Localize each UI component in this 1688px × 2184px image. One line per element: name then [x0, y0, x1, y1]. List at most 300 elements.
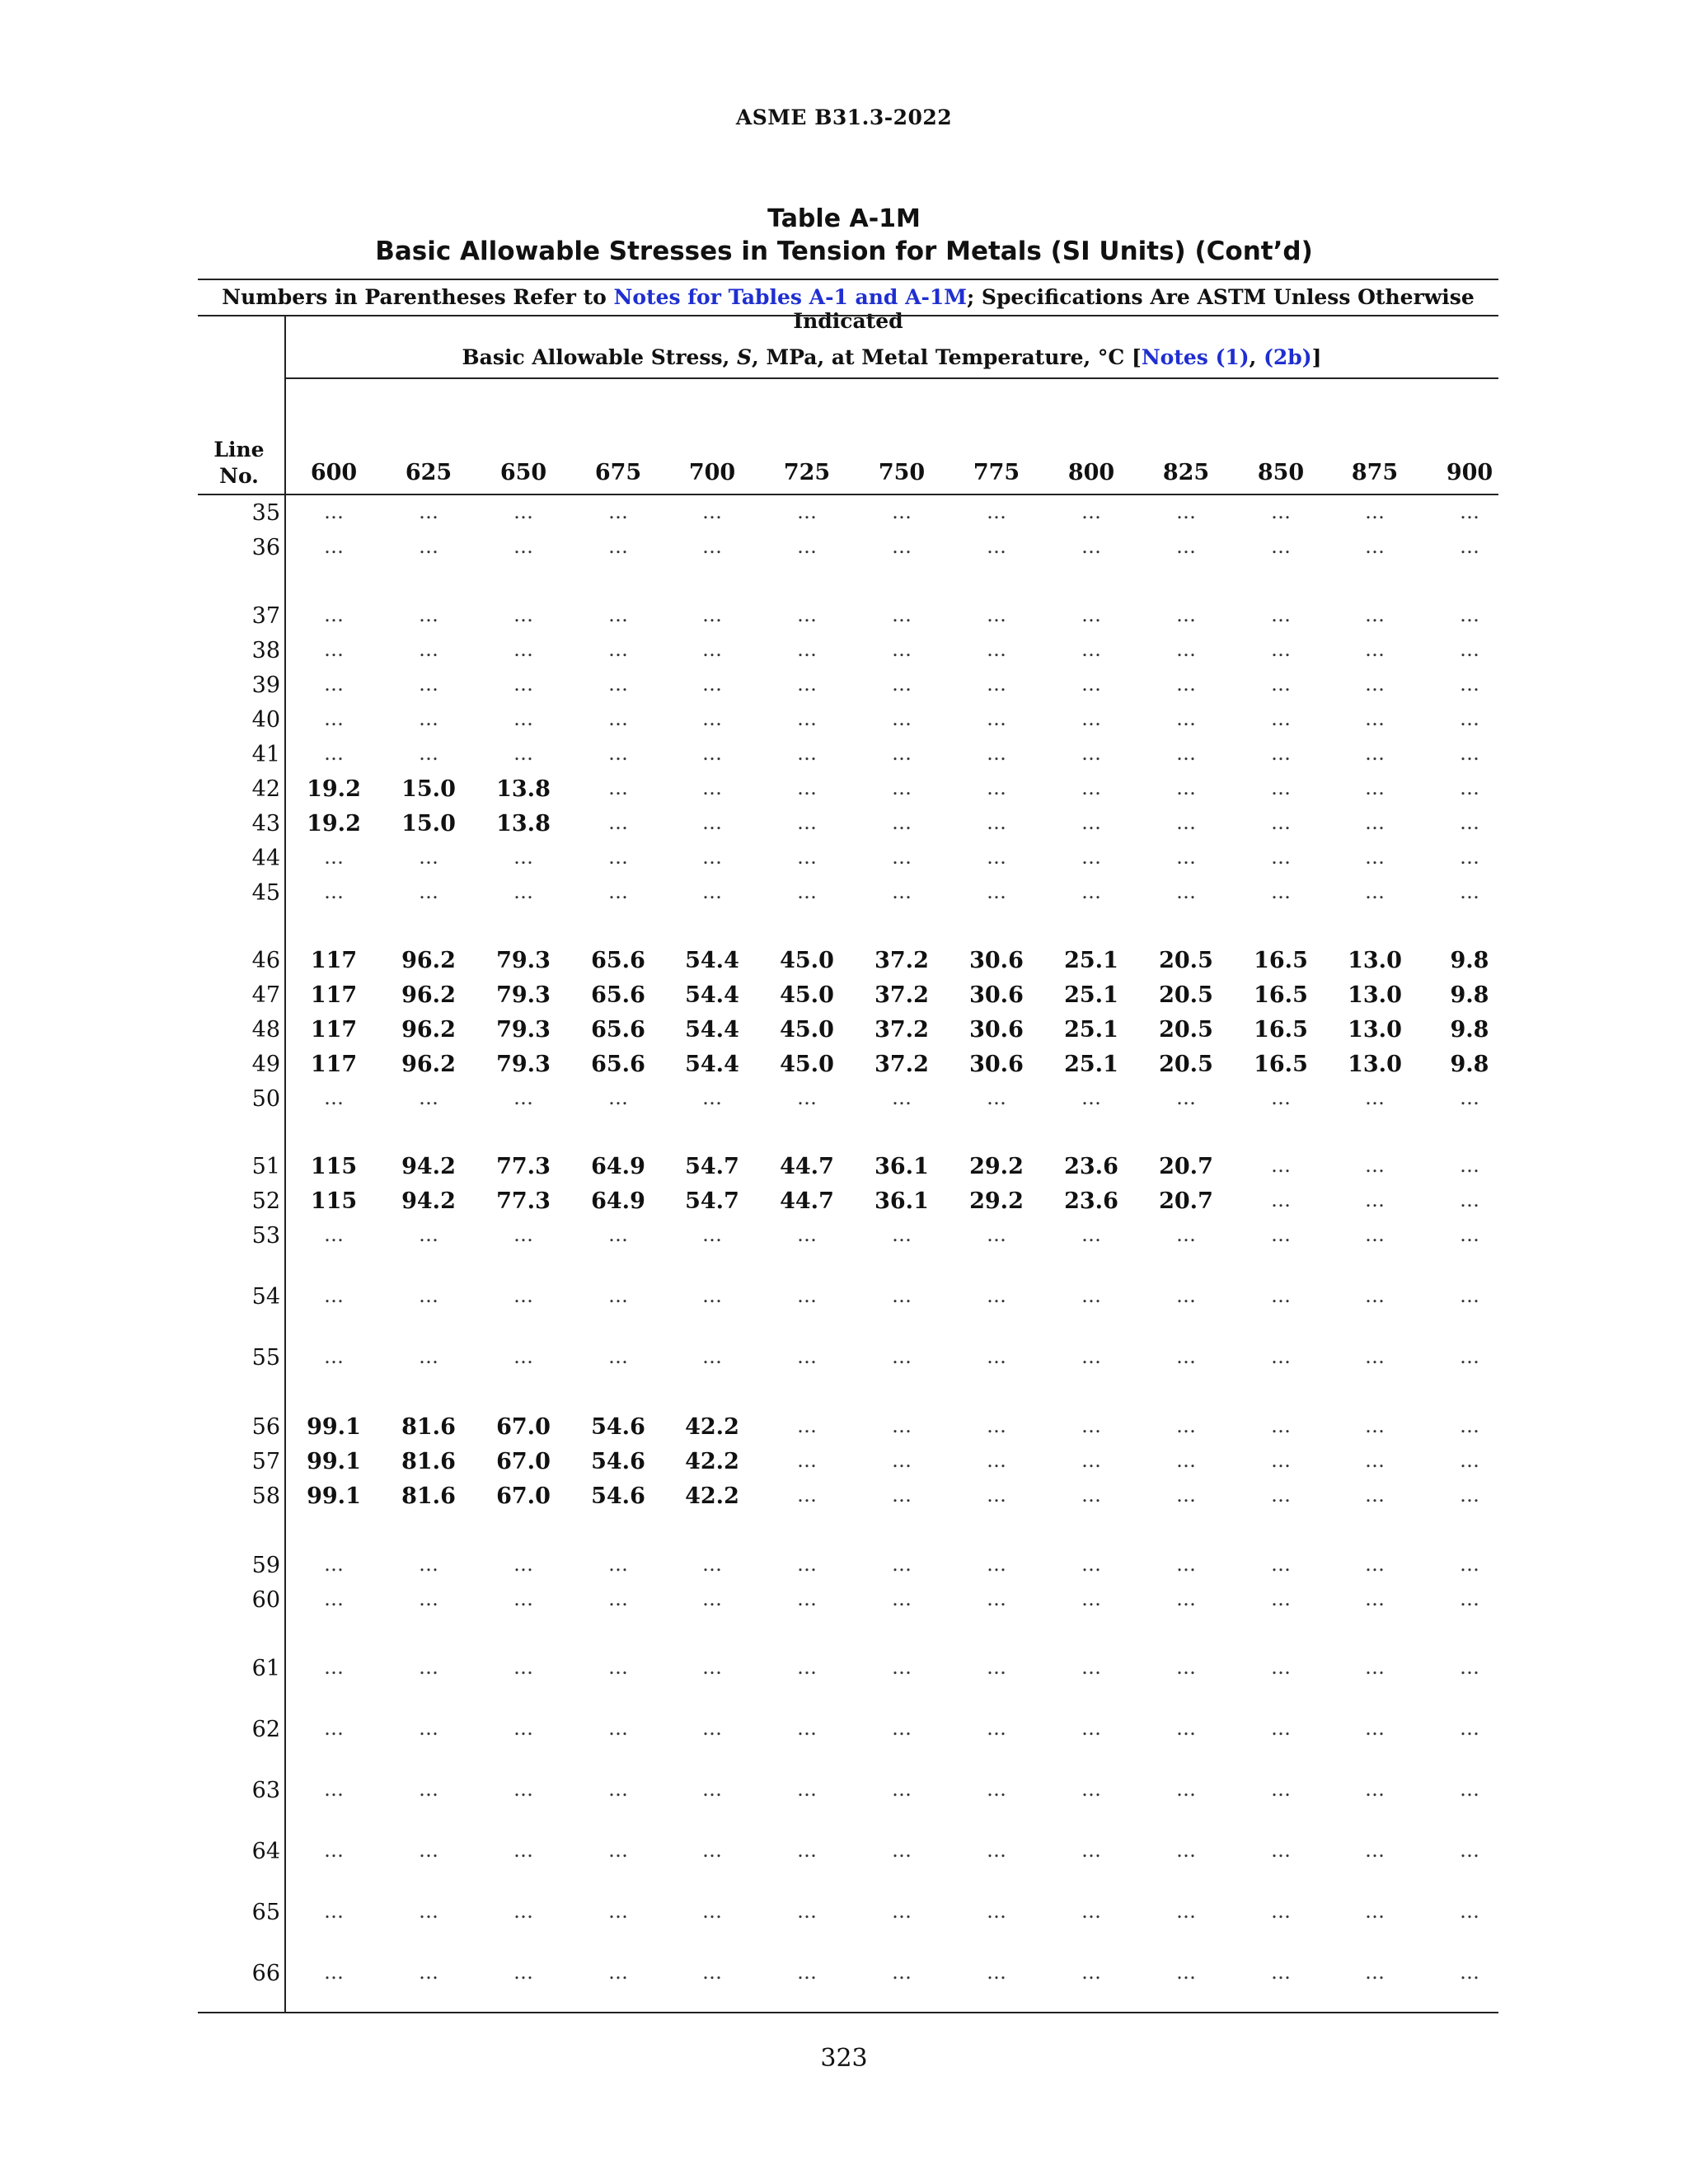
- table-cell: …: [1271, 742, 1291, 765]
- table-cell: …: [1176, 707, 1196, 730]
- table-cell: …: [324, 500, 344, 523]
- table-cell: …: [797, 1449, 817, 1472]
- table-subtitle: Basic Allowable Stresses in Tension for Metals (SI Units) (Cont’d): [375, 237, 1313, 266]
- table-cell: …: [797, 1345, 817, 1368]
- table-cell: …: [1271, 1553, 1291, 1576]
- line-number: 47: [251, 982, 280, 1008]
- table-cell: …: [892, 1839, 912, 1862]
- table-cell: 23.6: [1064, 1154, 1118, 1179]
- line-number: 42: [251, 776, 280, 802]
- table-cell: …: [1176, 811, 1196, 834]
- table-cell: …: [513, 1717, 533, 1740]
- table-cell: …: [1081, 1483, 1101, 1507]
- table-row: [0, 1900, 1688, 1933]
- table-cell: …: [797, 1223, 817, 1246]
- table-cell: 54.6: [591, 1483, 645, 1509]
- table-cell: …: [1271, 638, 1291, 661]
- table-cell: …: [1176, 1483, 1196, 1507]
- table-cell: …: [987, 811, 1006, 834]
- table-cell: …: [892, 1223, 912, 1246]
- table-cell: …: [702, 1223, 722, 1246]
- table-row: [0, 1961, 1688, 1994]
- table-cell: …: [987, 1587, 1006, 1610]
- table-cell: …: [892, 1449, 912, 1472]
- table-cell: …: [1365, 1961, 1385, 1984]
- table-cell: …: [419, 1223, 438, 1246]
- table-row: [0, 880, 1688, 913]
- table-cell: …: [892, 742, 912, 765]
- table-cell: …: [608, 1778, 628, 1801]
- table-cell: …: [608, 1900, 628, 1923]
- table-cell: …: [608, 1961, 628, 1984]
- table-cell: …: [1081, 1656, 1101, 1679]
- table-cell: …: [1271, 1778, 1291, 1801]
- table-cell: …: [797, 846, 817, 869]
- line-number: 52: [251, 1188, 280, 1214]
- table-cell: …: [513, 880, 533, 903]
- table-cell: 44.7: [780, 1188, 834, 1214]
- column-header: 750: [878, 460, 926, 485]
- table-cell: …: [1365, 1223, 1385, 1246]
- table-cell: …: [419, 638, 438, 661]
- table-cell: 64.9: [591, 1188, 645, 1214]
- notes-rule: [198, 315, 1498, 316]
- table-cell: …: [1271, 1086, 1291, 1109]
- line-number: 53: [251, 1223, 280, 1249]
- notes-bar: [198, 285, 1498, 333]
- table-cell: …: [608, 846, 628, 869]
- table-cell: …: [513, 1778, 533, 1801]
- table-cell: 67.0: [496, 1449, 551, 1474]
- table-cell: …: [892, 1414, 912, 1437]
- table-cell: …: [797, 776, 817, 799]
- table-cell: …: [987, 1778, 1006, 1801]
- table-cell: 54.4: [685, 1017, 739, 1043]
- table-row: [0, 1017, 1688, 1050]
- stress-header-sep: ,: [1249, 345, 1264, 369]
- table-cell: …: [1460, 1284, 1479, 1307]
- table-cell: …: [1176, 603, 1196, 626]
- table-cell: …: [987, 1449, 1006, 1472]
- table-cell: 77.3: [496, 1188, 551, 1214]
- table-cell: …: [1460, 1778, 1479, 1801]
- table-cell: 30.6: [969, 948, 1024, 973]
- table-cell: …: [1460, 603, 1479, 626]
- table-cell: …: [513, 1086, 533, 1109]
- table-cell: 20.5: [1159, 1017, 1213, 1043]
- table-cell: …: [513, 603, 533, 626]
- table-cell: 36.1: [874, 1188, 929, 1214]
- table-cell: …: [1081, 638, 1101, 661]
- table-cell: …: [1271, 707, 1291, 730]
- table-cell: …: [608, 880, 628, 903]
- line-number: 57: [251, 1449, 280, 1474]
- table-cell: …: [797, 535, 817, 558]
- table-cell: …: [1365, 776, 1385, 799]
- table-cell: …: [419, 1587, 438, 1610]
- table-row: [0, 1086, 1688, 1119]
- table-cell: …: [797, 673, 817, 696]
- line-number: 65: [251, 1900, 280, 1925]
- table-cell: …: [513, 1656, 533, 1679]
- table-cell: …: [892, 1483, 912, 1507]
- table-cell: …: [1081, 1553, 1101, 1576]
- table-cell: …: [1365, 1284, 1385, 1307]
- table-cell: …: [1271, 1961, 1291, 1984]
- table-cell: …: [324, 1223, 344, 1246]
- line-number: 40: [251, 707, 280, 733]
- table-cell: …: [1271, 1483, 1291, 1507]
- table-cell: …: [419, 500, 438, 523]
- table-cell: …: [419, 1717, 438, 1740]
- table-cell: …: [513, 742, 533, 765]
- table-cell: …: [702, 1587, 722, 1610]
- table-cell: …: [702, 1778, 722, 1801]
- column-header: 775: [973, 460, 1020, 485]
- line-header-no: No.: [219, 464, 259, 488]
- table-cell: …: [797, 1284, 817, 1307]
- table-cell: …: [1176, 1900, 1196, 1923]
- table-cell: …: [1176, 1284, 1196, 1307]
- table-cell: 64.9: [591, 1154, 645, 1179]
- table-cell: 117: [310, 982, 358, 1008]
- table-cell: …: [892, 1961, 912, 1984]
- table-cell: …: [419, 707, 438, 730]
- table-cell: …: [892, 1778, 912, 1801]
- line-number: 36: [251, 535, 280, 560]
- table-cell: …: [513, 673, 533, 696]
- table-cell: 96.2: [401, 1052, 456, 1077]
- table-cell: …: [1460, 742, 1479, 765]
- table-cell: …: [324, 1284, 344, 1307]
- top-rule: [198, 279, 1498, 280]
- table-cell: …: [987, 1717, 1006, 1740]
- table-cell: 45.0: [780, 982, 834, 1008]
- stress-header-middle: , MPa, at Metal Temperature, °C [: [752, 345, 1142, 369]
- line-number: 44: [251, 846, 280, 871]
- table-cell: …: [513, 638, 533, 661]
- table-cell: 16.5: [1254, 1052, 1308, 1077]
- table-cell: …: [1081, 1839, 1101, 1862]
- table-cell: …: [1271, 1154, 1291, 1177]
- table-cell: …: [1081, 880, 1101, 903]
- table-cell: …: [324, 1553, 344, 1576]
- table-cell: …: [1460, 1086, 1479, 1109]
- table-cell: …: [1081, 1900, 1101, 1923]
- table-cell: 16.5: [1254, 1017, 1308, 1043]
- table-cell: 37.2: [874, 1052, 929, 1077]
- table-cell: 20.5: [1159, 948, 1213, 973]
- table-cell: …: [797, 1553, 817, 1576]
- table-cell: 67.0: [496, 1483, 551, 1509]
- table-cell: …: [608, 1656, 628, 1679]
- table-cell: …: [324, 673, 344, 696]
- table-cell: …: [324, 535, 344, 558]
- line-number: 64: [251, 1839, 280, 1864]
- table-cell: …: [1081, 1961, 1101, 1984]
- table-cell: …: [608, 811, 628, 834]
- table-cell: …: [1176, 776, 1196, 799]
- table-cell: …: [1081, 707, 1101, 730]
- table-cell: …: [987, 1961, 1006, 1984]
- table-cell: 54.6: [591, 1449, 645, 1474]
- table-cell: …: [608, 1587, 628, 1610]
- line-number: 38: [251, 638, 280, 663]
- table-cell: 117: [310, 1017, 358, 1043]
- table-cell: 37.2: [874, 1017, 929, 1043]
- table-cell: …: [513, 1553, 533, 1576]
- table-row: [0, 948, 1688, 981]
- stress-header-close: ]: [1311, 345, 1322, 369]
- table-cell: …: [1081, 673, 1101, 696]
- table-cell: …: [1176, 673, 1196, 696]
- table-cell: …: [1271, 1587, 1291, 1610]
- table-cell: …: [1176, 1839, 1196, 1862]
- table-cell: …: [513, 1839, 533, 1862]
- table-cell: 67.0: [496, 1414, 551, 1440]
- table-cell: …: [419, 603, 438, 626]
- table-cell: 29.2: [969, 1154, 1024, 1179]
- table-row: [0, 742, 1688, 775]
- table-cell: …: [702, 500, 722, 523]
- table-cell: …: [702, 603, 722, 626]
- table-cell: …: [1365, 1778, 1385, 1801]
- line-number: 59: [251, 1553, 280, 1578]
- table-cell: …: [419, 1086, 438, 1109]
- table-cell: …: [1081, 1345, 1101, 1368]
- table-cell: …: [987, 1553, 1006, 1576]
- table-cell: …: [1460, 1900, 1479, 1923]
- table-cell: …: [702, 1284, 722, 1307]
- table-cell: 9.8: [1450, 982, 1489, 1008]
- table-cell: …: [797, 1587, 817, 1610]
- table-cell: …: [892, 1284, 912, 1307]
- table-cell: …: [324, 1778, 344, 1801]
- table-cell: …: [1081, 603, 1101, 626]
- table-cell: 79.3: [496, 1017, 551, 1043]
- table-cell: …: [1176, 1414, 1196, 1437]
- table-cell: 54.7: [685, 1188, 739, 1214]
- table-cell: 79.3: [496, 1052, 551, 1077]
- table-cell: 94.2: [401, 1188, 456, 1214]
- table-cell: …: [1460, 1839, 1479, 1862]
- table-cell: 115: [310, 1154, 358, 1179]
- table-cell: …: [702, 638, 722, 661]
- table-cell: …: [1176, 1345, 1196, 1368]
- table-cell: …: [702, 673, 722, 696]
- table-cell: …: [608, 535, 628, 558]
- page-number: 323: [820, 2044, 868, 2073]
- table-cell: …: [702, 1086, 722, 1109]
- table-cell: 36.1: [874, 1154, 929, 1179]
- table-row: [0, 1345, 1688, 1378]
- column-header: 650: [499, 460, 547, 485]
- table-cell: …: [702, 776, 722, 799]
- stress-header-prefix: Basic Allowable Stress,: [462, 345, 737, 369]
- line-number: 35: [251, 500, 280, 526]
- table-cell: …: [987, 776, 1006, 799]
- table-cell: …: [1081, 535, 1101, 558]
- table-cell: …: [1081, 1778, 1101, 1801]
- table-cell: …: [702, 1839, 722, 1862]
- table-cell: …: [797, 603, 817, 626]
- table-cell: 42.2: [685, 1414, 739, 1440]
- table-cell: 9.8: [1450, 948, 1489, 973]
- table-row: [0, 1483, 1688, 1516]
- table-cell: 115: [310, 1188, 358, 1214]
- table-cell: 23.6: [1064, 1188, 1118, 1214]
- line-number: 61: [251, 1656, 280, 1681]
- table-row: [0, 1188, 1688, 1221]
- table-row: [0, 1414, 1688, 1447]
- line-number: 43: [251, 811, 280, 837]
- table-cell: …: [987, 1483, 1006, 1507]
- table-cell: …: [702, 880, 722, 903]
- table-cell: …: [608, 742, 628, 765]
- line-number: 50: [251, 1086, 280, 1112]
- table-cell: …: [1081, 1717, 1101, 1740]
- table-cell: …: [892, 638, 912, 661]
- table-cell: …: [892, 776, 912, 799]
- table-cell: …: [1365, 811, 1385, 834]
- table-cell: …: [1176, 638, 1196, 661]
- table-cell: …: [1365, 1553, 1385, 1576]
- line-number: 45: [251, 880, 280, 906]
- note-2b-link[interactable]: (2b): [1264, 345, 1312, 369]
- table-cell: …: [1460, 1717, 1479, 1740]
- table-cell: …: [797, 1717, 817, 1740]
- table-cell: 30.6: [969, 1052, 1024, 1077]
- table-cell: …: [1365, 1154, 1385, 1177]
- table-title: Table A-1M: [767, 204, 921, 233]
- line-number: 62: [251, 1717, 280, 1742]
- table-cell: 15.0: [401, 811, 456, 837]
- notes-bar-suffix: ; Specifications Are ASTM Unless Otherwise Indicated: [793, 285, 1475, 333]
- table-cell: 54.4: [685, 1052, 739, 1077]
- table-cell: …: [987, 846, 1006, 869]
- table-cell: 20.5: [1159, 1052, 1213, 1077]
- table-cell: …: [797, 707, 817, 730]
- table-cell: …: [1365, 1086, 1385, 1109]
- table-cell: …: [324, 880, 344, 903]
- table-cell: 54.6: [591, 1414, 645, 1440]
- table-cell: 65.6: [591, 1017, 645, 1043]
- table-cell: …: [1271, 1656, 1291, 1679]
- table-cell: …: [1460, 707, 1479, 730]
- table-cell: …: [1365, 846, 1385, 869]
- table-cell: …: [1365, 535, 1385, 558]
- table-cell: …: [1365, 638, 1385, 661]
- table-cell: …: [1460, 1483, 1479, 1507]
- table-row: [0, 811, 1688, 844]
- line-number: 46: [251, 948, 280, 973]
- table-cell: …: [1365, 673, 1385, 696]
- table-row: [0, 707, 1688, 740]
- table-cell: …: [987, 1414, 1006, 1437]
- table-cell: …: [797, 1778, 817, 1801]
- table-cell: …: [1176, 1778, 1196, 1801]
- table-cell: …: [1081, 776, 1101, 799]
- table-cell: …: [987, 1223, 1006, 1246]
- table-cell: …: [892, 535, 912, 558]
- table-cell: …: [1271, 880, 1291, 903]
- table-cell: …: [892, 1553, 912, 1576]
- table-cell: …: [513, 707, 533, 730]
- table-cell: …: [608, 673, 628, 696]
- table-cell: …: [797, 811, 817, 834]
- table-cell: …: [892, 707, 912, 730]
- table-row: [0, 776, 1688, 809]
- table-cell: …: [1081, 811, 1101, 834]
- table-cell: …: [892, 1345, 912, 1368]
- column-header: 725: [783, 460, 831, 485]
- table-cell: …: [1365, 1345, 1385, 1368]
- running-head: ASME B31.3-2022: [735, 105, 953, 129]
- table-cell: …: [987, 603, 1006, 626]
- table-cell: …: [1176, 846, 1196, 869]
- line-number: 66: [251, 1961, 280, 1986]
- line-number: 48: [251, 1017, 280, 1043]
- table-cell: …: [419, 535, 438, 558]
- table-cell: …: [1081, 1284, 1101, 1307]
- table-cell: …: [1081, 1449, 1101, 1472]
- table-cell: …: [1365, 1839, 1385, 1862]
- table-cell: …: [608, 1284, 628, 1307]
- table-cell: …: [608, 1553, 628, 1576]
- table-cell: 45.0: [780, 1052, 834, 1077]
- table-row: [0, 846, 1688, 879]
- table-cell: …: [702, 1656, 722, 1679]
- table-row: [0, 1839, 1688, 1872]
- table-cell: …: [1176, 1717, 1196, 1740]
- table-cell: 19.2: [307, 776, 361, 802]
- table-cell: …: [513, 535, 533, 558]
- table-cell: …: [1271, 1345, 1291, 1368]
- table-cell: …: [1460, 1656, 1479, 1679]
- table-cell: …: [1271, 776, 1291, 799]
- table-cell: …: [419, 1345, 438, 1368]
- table-cell: …: [797, 742, 817, 765]
- column-header: 625: [405, 460, 452, 485]
- table-cell: …: [513, 1345, 533, 1368]
- table-cell: …: [797, 1086, 817, 1109]
- table-cell: 9.8: [1450, 1052, 1489, 1077]
- table-cell: 65.6: [591, 1052, 645, 1077]
- table-cell: …: [1460, 1553, 1479, 1576]
- table-cell: 45.0: [780, 1017, 834, 1043]
- table-cell: …: [797, 1483, 817, 1507]
- table-row: [0, 1052, 1688, 1085]
- table-cell: …: [1081, 1223, 1101, 1246]
- table-cell: …: [513, 1961, 533, 1984]
- table-cell: 15.0: [401, 776, 456, 802]
- table-row: [0, 1656, 1688, 1689]
- table-cell: …: [513, 1587, 533, 1610]
- table-cell: 96.2: [401, 948, 456, 973]
- table-cell: …: [608, 603, 628, 626]
- table-cell: …: [797, 880, 817, 903]
- table-cell: …: [1460, 1223, 1479, 1246]
- table-cell: 37.2: [874, 982, 929, 1008]
- table-cell: 20.5: [1159, 982, 1213, 1008]
- table-cell: …: [892, 603, 912, 626]
- table-cell: 99.1: [307, 1449, 361, 1474]
- notes-link[interactable]: Notes for Tables A-1 and A-1M: [613, 285, 967, 309]
- table-cell: …: [702, 811, 722, 834]
- note-1-link[interactable]: Notes (1): [1141, 345, 1250, 369]
- table-cell: …: [419, 673, 438, 696]
- table-cell: …: [987, 1345, 1006, 1368]
